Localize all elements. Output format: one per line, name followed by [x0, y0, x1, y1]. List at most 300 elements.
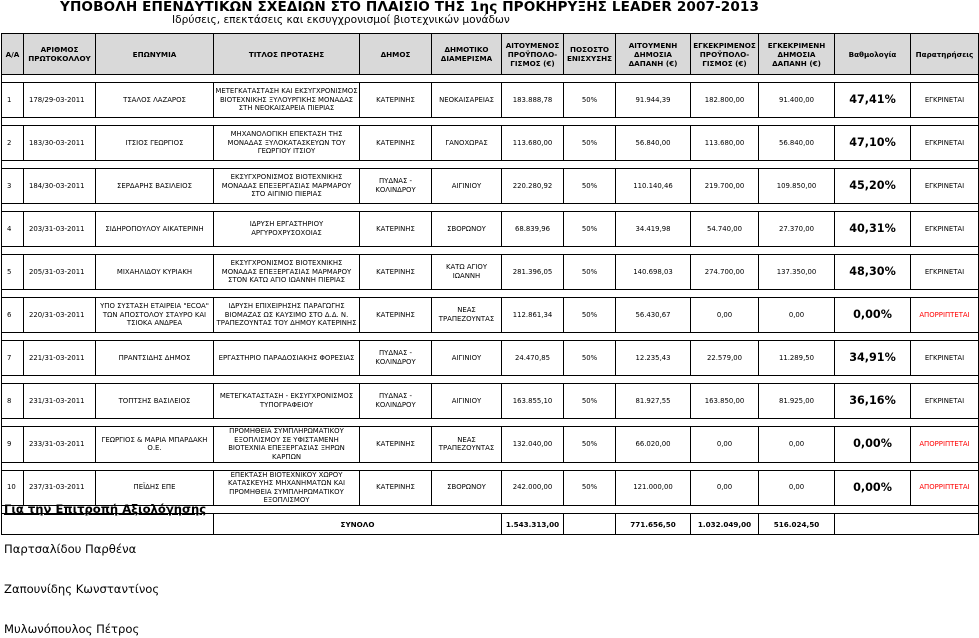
- totals-empty: [564, 514, 616, 535]
- row-name: ΠΡΑΝΤΣΙΔΗΣ ΔΗΜΟΣ: [96, 341, 214, 376]
- spacer-cell: [96, 290, 214, 298]
- row-municipality: ΚΑΤΕΡΙΝΗΣ: [360, 255, 432, 290]
- spacer-cell: [616, 506, 691, 514]
- row-approved-budget: 0,00: [691, 427, 759, 463]
- row-title: ΙΔΡΥΣΗ ΕΠΙΧΕΙΡΗΣΗΣ ΠΑΡΑΓΩΓΗΣ ΒΙΟΜΑΖΑΣ ΩΣ ΚΑΥΣΙΜΟ ΣΤΟ Δ.Δ. Ν. ΤΡΑΠΕΖΟΥΝΤΑΣ ΤΟΥ ΔΗΜΟΥ ΚΑΤΕΡΙΝΗΣ: [214, 298, 360, 333]
- row-district: ΑΙΓΙΝΙΟΥ: [432, 341, 502, 376]
- row-municipality: ΚΑΤΕΡΙΝΗΣ: [360, 427, 432, 463]
- table-row: [2, 298, 979, 333]
- spacer-cell: [432, 204, 502, 212]
- spacer-cell: [502, 290, 564, 298]
- col-header-remarks: Παρατηρήσεις: [911, 34, 979, 75]
- spacer-cell: [432, 161, 502, 169]
- spacer-cell: [759, 376, 835, 384]
- spacer-cell: [759, 290, 835, 298]
- document-title: ΥΠΟΒΟΛΗ ΕΠΕΝΔΥΤΙΚΩΝ ΣΧΕΔΙΩΝ ΣΤΟ ΠΛΑΙΣΙΟ ΤΗΣ 1ης ΠΡΟΚΗΡΥΞΗΣ LEADER 2007-2013: [60, 0, 760, 15]
- row-district: ΓΑΝΟΧΩΡΑΣ: [432, 126, 502, 161]
- table-row: [2, 126, 979, 161]
- spacer-cell: [502, 247, 564, 255]
- row-budget: 113.680,00: [502, 126, 564, 161]
- row-title: ΜΗΧΑΝΟΛΟΓΙΚΗ ΕΠΕΚΤΑΣΗ ΤΗΣ ΜΟΝΑΔΑΣ ΞΥΛΟΚΑΤΑΣΚΕΥΩΝ ΤΟΥ ΓΕΩΡΓΙΟΥ ΙΤΣΙΟΥ: [214, 126, 360, 161]
- spacer-cell: [96, 118, 214, 126]
- row-protocol: 233/31-03-2011: [24, 427, 96, 463]
- row-municipality: ΚΑΤΕΡΙΝΗΣ: [360, 83, 432, 118]
- spacer-cell: [616, 247, 691, 255]
- row-name: ΤΣΑΛΟΣ ΛΑΖΑΡΟΣ: [96, 83, 214, 118]
- row-status: ΕΓΚΡΙΝΕΤΑΙ: [911, 169, 979, 204]
- col-header-aa: Α/Α: [2, 34, 24, 75]
- spacer-cell: [214, 462, 360, 470]
- spacer-cell: [691, 419, 759, 427]
- row-budget: 183.888,78: [502, 83, 564, 118]
- spacer-cell: [835, 161, 911, 169]
- spacer-cell: [214, 419, 360, 427]
- spacer-cell: [24, 333, 96, 341]
- spacer-cell: [360, 462, 432, 470]
- row-spacer: [2, 290, 979, 298]
- spacer-cell: [759, 75, 835, 83]
- row-protocol: 237/31-03-2011: [24, 470, 96, 506]
- row-aa: 8: [2, 384, 24, 419]
- spacer-cell: [360, 506, 432, 514]
- spacer-cell: [835, 506, 911, 514]
- spacer-cell: [432, 247, 502, 255]
- col-header-protocol: ΑΡΙΘΜΟΣ ΠΡΩΤΟΚΟΛΛΟΥ: [24, 34, 96, 75]
- row-score: 0,00%: [835, 427, 911, 463]
- spacer-cell: [911, 290, 979, 298]
- spacer-cell: [360, 118, 432, 126]
- row-spacer: [2, 75, 979, 83]
- row-rate: 50%: [564, 255, 616, 290]
- row-approved-public: 0,00: [759, 470, 835, 506]
- row-spacer: [2, 161, 979, 169]
- row-spacer: [2, 118, 979, 126]
- spacer-cell: [616, 462, 691, 470]
- spacer-cell: [911, 376, 979, 384]
- spacer-cell: [691, 247, 759, 255]
- row-budget: 112.861,34: [502, 298, 564, 333]
- row-municipality: ΠΥΔΝΑΣ - ΚΟΛΙΝΔΡΟΥ: [360, 341, 432, 376]
- spacer-cell: [911, 462, 979, 470]
- row-title: ΕΠΕΚΤΑΣΗ ΒΙΟΤΕΧΝΙΚΟΥ ΧΩΡΟΥ ΚΑΤΑΣΚΕΥΗΣ ΜΗΧΑΝΗΜΑΤΩΝ ΚΑΙ ΠΡΟΜΗΘΕΙΑ ΣΥΜΠΛΗΡΩΜΑΤΙΚΟΥ ΕΞΟΠΛΙΣΜΟΥ: [214, 470, 360, 506]
- spacer-cell: [2, 161, 24, 169]
- row-protocol: 178/29-03-2011: [24, 83, 96, 118]
- spacer-cell: [911, 419, 979, 427]
- spacer-cell: [564, 118, 616, 126]
- spacer-cell: [432, 118, 502, 126]
- spacer-cell: [564, 204, 616, 212]
- spacer-cell: [502, 161, 564, 169]
- row-approved-public: 27.370,00: [759, 212, 835, 247]
- spacer-cell: [759, 161, 835, 169]
- row-title: ΙΔΡΥΣΗ ΕΡΓΑΣΤΗΡΙΟΥ ΑΡΓΥΡΟΧΡΥΣΟΧΟΙΑΣ: [214, 212, 360, 247]
- table-row: [2, 83, 979, 118]
- row-name: ΣΕΡΔΑΡΗΣ ΒΑΣΙΛΕΙΟΣ: [96, 169, 214, 204]
- col-header-budget: ΑΙΤΟΥΜΕΝΟΣ ΠΡΟΫΠΟΛΟ-ΓΙΣΜΟΣ (€): [502, 34, 564, 75]
- spacer-cell: [2, 376, 24, 384]
- table-row: [2, 212, 979, 247]
- col-header-municipality: ΔΗΜΟΣ: [360, 34, 432, 75]
- spacer-cell: [214, 161, 360, 169]
- spacer-cell: [214, 204, 360, 212]
- spacer-cell: [616, 290, 691, 298]
- spacer-cell: [759, 333, 835, 341]
- row-score: 47,10%: [835, 126, 911, 161]
- row-approved-public: 56.840,00: [759, 126, 835, 161]
- row-district: ΑΙΓΙΝΙΟΥ: [432, 384, 502, 419]
- spacer-cell: [564, 161, 616, 169]
- row-score: 40,31%: [835, 212, 911, 247]
- row-name: ΙΤΣΙΟΣ ΓΕΩΡΓΙΟΣ: [96, 126, 214, 161]
- row-municipality: ΚΑΤΕΡΙΝΗΣ: [360, 470, 432, 506]
- spacer-cell: [691, 75, 759, 83]
- spacer-cell: [214, 506, 360, 514]
- spacer-cell: [502, 333, 564, 341]
- row-status: ΕΓΚΡΙΝΕΤΑΙ: [911, 83, 979, 118]
- row-rate: 50%: [564, 298, 616, 333]
- row-title: ΜΕΤΕΓΚΑΤΑΣΤΑΣΗ - ΕΚΣΥΓΧΡΟΝΙΣΜΟΣ ΤΥΠΟΓΡΑΦΕΙΟΥ: [214, 384, 360, 419]
- spacer-cell: [214, 75, 360, 83]
- spacer-cell: [24, 419, 96, 427]
- row-aa: 9: [2, 427, 24, 463]
- col-header-approved-budget: ΕΓΚΕΚΡΙΜΕΝΟΣ ΠΡΟΫΠΟΛΟ-ΓΙΣΜΟΣ (€): [691, 34, 759, 75]
- table-row: [2, 341, 979, 376]
- spacer-cell: [564, 506, 616, 514]
- spacer-cell: [432, 376, 502, 384]
- spacer-cell: [214, 118, 360, 126]
- row-approved-budget: 22.579,00: [691, 341, 759, 376]
- row-approved-budget: 0,00: [691, 470, 759, 506]
- row-status: ΕΓΚΡΙΝΕΤΑΙ: [911, 255, 979, 290]
- row-rate: 50%: [564, 384, 616, 419]
- row-public: 56.840,00: [616, 126, 691, 161]
- row-name: ΤΟΠΤΣΗΣ ΒΑΣΙΛΕΙΟΣ: [96, 384, 214, 419]
- row-spacer: [2, 376, 979, 384]
- row-aa: 2: [2, 126, 24, 161]
- col-header-rate: ΠΟΣΟΣΤΟ ΕΝΙΣΧΥΣΗΣ: [564, 34, 616, 75]
- col-header-approved-public: ΕΓΚΕΚΡΙΜΕΝΗ ΔΗΜΟΣΙΑ ΔΑΠΑΝΗ (€): [759, 34, 835, 75]
- row-municipality: ΠΥΔΝΑΣ - ΚΟΛΙΝΔΡΟΥ: [360, 384, 432, 419]
- spacer-cell: [835, 462, 911, 470]
- spacer-cell: [502, 75, 564, 83]
- row-district: ΝΕΑΣ ΤΡΑΠΕΖΟΥΝΤΑΣ: [432, 298, 502, 333]
- row-district: ΑΙΓΙΝΙΟΥ: [432, 169, 502, 204]
- totals-empty: [2, 514, 214, 535]
- row-score: 36,16%: [835, 384, 911, 419]
- row-rate: 50%: [564, 212, 616, 247]
- row-score: 45,20%: [835, 169, 911, 204]
- row-rate: 50%: [564, 126, 616, 161]
- row-approved-budget: 0,00: [691, 298, 759, 333]
- spacer-cell: [2, 419, 24, 427]
- row-district: ΣΒΟΡΩΝΟΥ: [432, 470, 502, 506]
- spacer-cell: [911, 204, 979, 212]
- spacer-cell: [360, 247, 432, 255]
- row-approved-public: 91.400,00: [759, 83, 835, 118]
- spacer-cell: [360, 161, 432, 169]
- spacer-cell: [564, 290, 616, 298]
- row-approved-budget: 113.680,00: [691, 126, 759, 161]
- committee-member: Μυλωνόπουλος Πέτρος: [4, 622, 140, 636]
- row-approved-public: 11.289,50: [759, 341, 835, 376]
- spacer-cell: [564, 462, 616, 470]
- spacer-cell: [96, 462, 214, 470]
- spacer-cell: [360, 419, 432, 427]
- spacer-cell: [616, 333, 691, 341]
- row-name: ΥΠΟ ΣΥΣΤΑΣΗ ΕΤΑΙΡΕΙΑ "ECOA" ΤΩΝ ΑΠΟΣΤΟΛΟΥ ΣΤΑΥΡΟ ΚΑΙ ΤΣΙΟΚΑ ΑΝΔΡΕΑ: [96, 298, 214, 333]
- totals-budget: 1.543.313,00: [502, 514, 564, 535]
- spacer-cell: [691, 204, 759, 212]
- row-aa: 7: [2, 341, 24, 376]
- spacer-cell: [616, 204, 691, 212]
- spacer-cell: [24, 204, 96, 212]
- totals-row: [2, 514, 979, 535]
- row-budget: 68.839,96: [502, 212, 564, 247]
- totals-approved-budget: 1.032.049,00: [691, 514, 759, 535]
- spacer-cell: [616, 75, 691, 83]
- spacer-cell: [759, 118, 835, 126]
- spacer-cell: [759, 419, 835, 427]
- row-district: ΝΕΑΣ ΤΡΑΠΕΖΟΥΝΤΑΣ: [432, 427, 502, 463]
- spacer-cell: [2, 204, 24, 212]
- row-approved-budget: 54.740,00: [691, 212, 759, 247]
- row-approved-budget: 219.700,00: [691, 169, 759, 204]
- row-public: 91.944,39: [616, 83, 691, 118]
- row-status: ΕΓΚΡΙΝΕΤΑΙ: [911, 384, 979, 419]
- spacer-cell: [502, 204, 564, 212]
- row-score: 0,00%: [835, 470, 911, 506]
- row-district: ΚΑΤΩ ΑΓΙΟΥ ΙΩΑΝΝΗ: [432, 255, 502, 290]
- col-header-score: Βαθμολογία: [835, 34, 911, 75]
- row-title: ΕΡΓΑΣΤΗΡΙΟ ΠΑΡΑΔΟΣΙΑΚΗΣ ΦΟΡΕΣΙΑΣ: [214, 341, 360, 376]
- col-header-district: ΔΗΜΟΤΙΚΟ ΔΙΑΜΕΡΙΣΜΑ: [432, 34, 502, 75]
- col-header-public: ΑΙΤΟΥΜΕΝΗ ΔΗΜΟΣΙΑ ΔΑΠΑΝΗ (€): [616, 34, 691, 75]
- row-rate: 50%: [564, 427, 616, 463]
- spacer-cell: [432, 290, 502, 298]
- spacer-cell: [835, 247, 911, 255]
- spacer-cell: [24, 290, 96, 298]
- row-aa: 5: [2, 255, 24, 290]
- row-approved-budget: 182.800,00: [691, 83, 759, 118]
- row-public: 121.000,00: [616, 470, 691, 506]
- spacer-cell: [835, 376, 911, 384]
- spacer-cell: [691, 333, 759, 341]
- spacer-cell: [835, 290, 911, 298]
- row-budget: 163.855,10: [502, 384, 564, 419]
- spacer-cell: [432, 506, 502, 514]
- row-approved-budget: 274.700,00: [691, 255, 759, 290]
- spacer-cell: [432, 333, 502, 341]
- spacer-cell: [564, 75, 616, 83]
- spacer-cell: [616, 376, 691, 384]
- row-protocol: 221/31-03-2011: [24, 341, 96, 376]
- spacer-cell: [759, 462, 835, 470]
- col-header-name: ΕΠΩΝΥΜΙΑ: [96, 34, 214, 75]
- spacer-cell: [616, 118, 691, 126]
- applications-table: [1, 33, 979, 535]
- row-budget: 132.040,00: [502, 427, 564, 463]
- spacer-cell: [24, 161, 96, 169]
- spacer-cell: [214, 333, 360, 341]
- table-header-row: [2, 34, 979, 75]
- spacer-cell: [564, 419, 616, 427]
- row-rate: 50%: [564, 341, 616, 376]
- spacer-cell: [432, 462, 502, 470]
- row-title: ΠΡΟΜΗΘΕΙΑ ΣΥΜΠΛΗΡΩΜΑΤΙΚΟΥ ΕΞΟΠΛΙΣΜΟΥ ΣΕ ΥΦΙΣΤΑΜΕΝΗ ΒΙΟΤΕΧΝΙΑ ΕΠΕΞΕΡΓΑΣΙΑΣ ΞΗΡΩΝ ΚΑΡΠΩΝ: [214, 427, 360, 463]
- table-row: [2, 427, 979, 463]
- spacer-cell: [96, 161, 214, 169]
- row-name: ΣΙΔΗΡΟΠΟΥΛΟΥ ΑΙΚΑΤΕΡΙΝΗ: [96, 212, 214, 247]
- spacer-cell: [432, 75, 502, 83]
- row-status: ΑΠΟΡΡΙΠΤΕΤΑΙ: [911, 470, 979, 506]
- spacer-cell: [24, 118, 96, 126]
- table-row: [2, 255, 979, 290]
- row-municipality: ΚΑΤΕΡΙΝΗΣ: [360, 298, 432, 333]
- row-municipality: ΚΑΤΕΡΙΝΗΣ: [360, 212, 432, 247]
- spacer-cell: [835, 118, 911, 126]
- row-score: 34,91%: [835, 341, 911, 376]
- spacer-cell: [911, 333, 979, 341]
- spacer-cell: [96, 376, 214, 384]
- spacer-cell: [691, 376, 759, 384]
- row-aa: 1: [2, 83, 24, 118]
- row-public: 66.020,00: [616, 427, 691, 463]
- row-rate: 50%: [564, 169, 616, 204]
- spacer-cell: [502, 506, 564, 514]
- row-approved-public: 0,00: [759, 298, 835, 333]
- totals-approved-public: 516.024,50: [759, 514, 835, 535]
- row-aa: 10: [2, 470, 24, 506]
- spacer-cell: [214, 290, 360, 298]
- row-spacer: [2, 462, 979, 470]
- row-status: ΑΠΟΡΡΙΠΤΕΤΑΙ: [911, 427, 979, 463]
- spacer-cell: [502, 376, 564, 384]
- spacer-cell: [616, 419, 691, 427]
- spacer-cell: [24, 462, 96, 470]
- spacer-cell: [214, 247, 360, 255]
- row-aa: 4: [2, 212, 24, 247]
- spacer-cell: [835, 419, 911, 427]
- row-spacer: [2, 333, 979, 341]
- spacer-cell: [360, 75, 432, 83]
- table-body: [2, 75, 979, 535]
- spacer-cell: [2, 462, 24, 470]
- spacer-cell: [911, 247, 979, 255]
- row-approved-public: 81.925,00: [759, 384, 835, 419]
- row-score: 0,00%: [835, 298, 911, 333]
- spacer-cell: [214, 376, 360, 384]
- row-municipality: ΚΑΤΕΡΙΝΗΣ: [360, 126, 432, 161]
- row-spacer: [2, 247, 979, 255]
- spacer-cell: [360, 376, 432, 384]
- spacer-cell: [502, 118, 564, 126]
- spacer-cell: [691, 118, 759, 126]
- spacer-cell: [911, 161, 979, 169]
- totals-label: ΣΥΝΟΛΟ: [214, 514, 502, 535]
- spacer-cell: [835, 75, 911, 83]
- totals-public: 771.656,50: [616, 514, 691, 535]
- spacer-cell: [96, 204, 214, 212]
- row-protocol: 203/31-03-2011: [24, 212, 96, 247]
- row-aa: 6: [2, 298, 24, 333]
- spacer-cell: [759, 204, 835, 212]
- row-protocol: 205/31-03-2011: [24, 255, 96, 290]
- spacer-cell: [691, 506, 759, 514]
- row-public: 34.419,98: [616, 212, 691, 247]
- row-spacer: [2, 419, 979, 427]
- row-name: ΜΙΧΑΗΛΙΔΟΥ ΚΥΡΙΑΚΗ: [96, 255, 214, 290]
- row-public: 140.698,03: [616, 255, 691, 290]
- spacer-cell: [691, 462, 759, 470]
- spacer-cell: [2, 333, 24, 341]
- row-rate: 50%: [564, 83, 616, 118]
- row-protocol: 231/31-03-2011: [24, 384, 96, 419]
- row-title: ΕΚΣΥΓΧΡΟΝΙΣΜΟΣ ΒΙΟΤΕΧΝΙΚΗΣ ΜΟΝΑΔΑΣ ΕΠΕΞΕΡΓΑΣΙΑΣ ΜΑΡΜΑΡΟΥ ΣΤΟΝ ΚΑΤΩ ΑΓΙΟ ΙΩΑΝΝΗ ΠΙΕΡΙΑΣ: [214, 255, 360, 290]
- row-protocol: 220/31-03-2011: [24, 298, 96, 333]
- spacer-cell: [360, 204, 432, 212]
- spacer-cell: [911, 75, 979, 83]
- row-district: ΣΒΟΡΩΝΟΥ: [432, 212, 502, 247]
- row-public: 81.927,55: [616, 384, 691, 419]
- row-budget: 281.396,05: [502, 255, 564, 290]
- spacer-cell: [564, 333, 616, 341]
- spacer-cell: [502, 462, 564, 470]
- table-row: [2, 169, 979, 204]
- spacer-cell: [502, 419, 564, 427]
- totals-empty: [835, 514, 979, 535]
- spacer-cell: [2, 290, 24, 298]
- committee-member: Ζαπουνίδης Κωνσταντίνος: [4, 582, 160, 596]
- spacer-cell: [911, 118, 979, 126]
- spacer-cell: [432, 419, 502, 427]
- spacer-cell: [691, 161, 759, 169]
- spacer-cell: [24, 247, 96, 255]
- row-approved-public: 137.350,00: [759, 255, 835, 290]
- row-approved-public: 109.850,00: [759, 169, 835, 204]
- spacer-cell: [564, 247, 616, 255]
- committee-member: Παρτσαλίδου Παρθένα: [4, 542, 137, 556]
- row-score: 47,41%: [835, 83, 911, 118]
- spacer-cell: [2, 75, 24, 83]
- spacer-cell: [759, 247, 835, 255]
- row-protocol: 183/30-03-2011: [24, 126, 96, 161]
- row-status: ΕΓΚΡΙΝΕΤΑΙ: [911, 341, 979, 376]
- row-public: 56.430,67: [616, 298, 691, 333]
- row-spacer: [2, 204, 979, 212]
- spacer-cell: [96, 333, 214, 341]
- spacer-cell: [835, 333, 911, 341]
- row-budget: 220.280,92: [502, 169, 564, 204]
- row-public: 110.140,46: [616, 169, 691, 204]
- spacer-cell: [691, 290, 759, 298]
- row-status: ΑΠΟΡΡΙΠΤΕΤΑΙ: [911, 298, 979, 333]
- row-name: ΠΕΪΔΗΣ ΕΠΕ: [96, 470, 214, 506]
- row-budget: 24.470,85: [502, 341, 564, 376]
- spacer-cell: [360, 290, 432, 298]
- spacer-cell: [96, 419, 214, 427]
- spacer-cell: [360, 333, 432, 341]
- document-subtitle: Ιδρύσεις, επεκτάσεις και εκσυγχρονισμοί βιοτεχνικών μονάδων: [172, 14, 510, 26]
- row-rate: 50%: [564, 470, 616, 506]
- row-status: ΕΓΚΡΙΝΕΤΑΙ: [911, 212, 979, 247]
- row-approved-budget: 163.850,00: [691, 384, 759, 419]
- spacer-cell: [96, 247, 214, 255]
- committee-heading: Για την Επιτροπή Αξιολόγησης: [4, 502, 207, 516]
- row-title: ΕΚΣΥΓΧΡΟΝΙΣΜΟΣ ΒΙΟΤΕΧΝΙΚΗΣ ΜΟΝΑΔΑΣ ΕΠΕΞΕΡΓΑΣΙΑΣ ΜΑΡΜΑΡΟΥ ΣΤΟ ΑΙΓΙΝΙΟ ΠΙΕΡΙΑΣ: [214, 169, 360, 204]
- row-protocol: 184/30-03-2011: [24, 169, 96, 204]
- spacer-cell: [24, 75, 96, 83]
- spacer-cell: [911, 506, 979, 514]
